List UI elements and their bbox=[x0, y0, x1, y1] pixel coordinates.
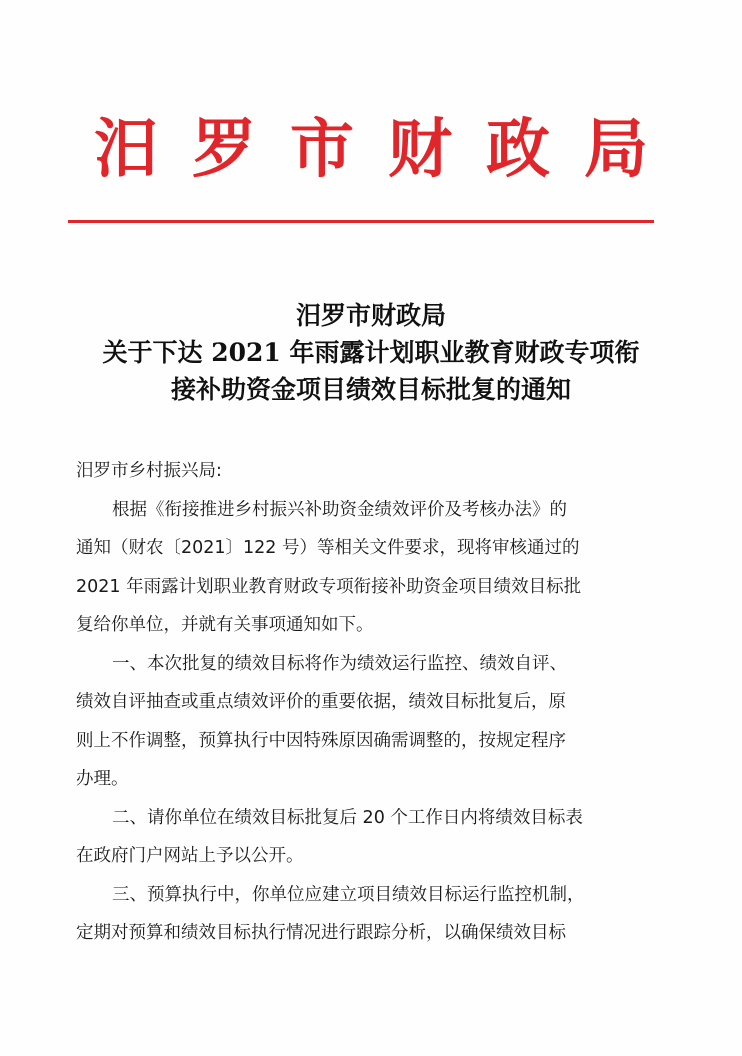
paragraph-2-line: 则上不作调整，预算执行中因特殊原因确需调整的，按规定程序 bbox=[76, 730, 566, 751]
paragraph-1-line: 根据《衔接推进乡村振兴补助资金绩效评价及考核办法》的 bbox=[112, 499, 567, 520]
paragraph-4-line: 定期对预算和绩效目标执行情况进行跟踪分析，以确保绩效目标 bbox=[76, 923, 566, 943]
letterhead-title: 汨罗市财政局 bbox=[94, 112, 682, 187]
letterhead-red-rule bbox=[68, 220, 654, 223]
paragraph-3-line: 二、请你单位在绩效目标批复后 20 个工作日内将绩效目标表 bbox=[112, 807, 583, 828]
title-line-2: 关于下达 2021 年雨露计划职业教育财政专项衔 bbox=[102, 338, 640, 367]
paragraph-2-line: 办理。 bbox=[76, 769, 129, 789]
title-line-1: 汨罗市财政局 bbox=[295, 301, 446, 330]
paragraph-1-line: 2021 年雨露计划职业教育财政专项衔接补助资金项目绩效目标批 bbox=[76, 576, 582, 597]
paragraph-1-line: 通知（财农〔2021〕122 号）等相关文件要求，现将审核通过的 bbox=[76, 538, 580, 558]
salutation: 汨罗市乡村振兴局: bbox=[76, 461, 222, 481]
paragraph-2-line: 一、本次批复的绩效目标将作为绩效运行监控、绩效自评、 bbox=[112, 653, 567, 674]
paragraph-1-line: 复给你单位，并就有关事项通知如下。 bbox=[76, 615, 374, 635]
paragraph-4-line: 三、预算执行中，你单位应建立项目绩效目标运行监控机制， bbox=[112, 884, 585, 905]
document-title bbox=[40, 297, 702, 408]
paragraph-3-line: 在政府门户网站上予以公开。 bbox=[76, 846, 304, 866]
title-line-3: 接补助资金项目绩效目标批复的通知 bbox=[170, 375, 571, 404]
paragraph-2-line: 绩效自评抽查或重点绩效评价的重要依据，绩效目标批复后，原 bbox=[76, 692, 566, 712]
document-body bbox=[76, 452, 656, 953]
